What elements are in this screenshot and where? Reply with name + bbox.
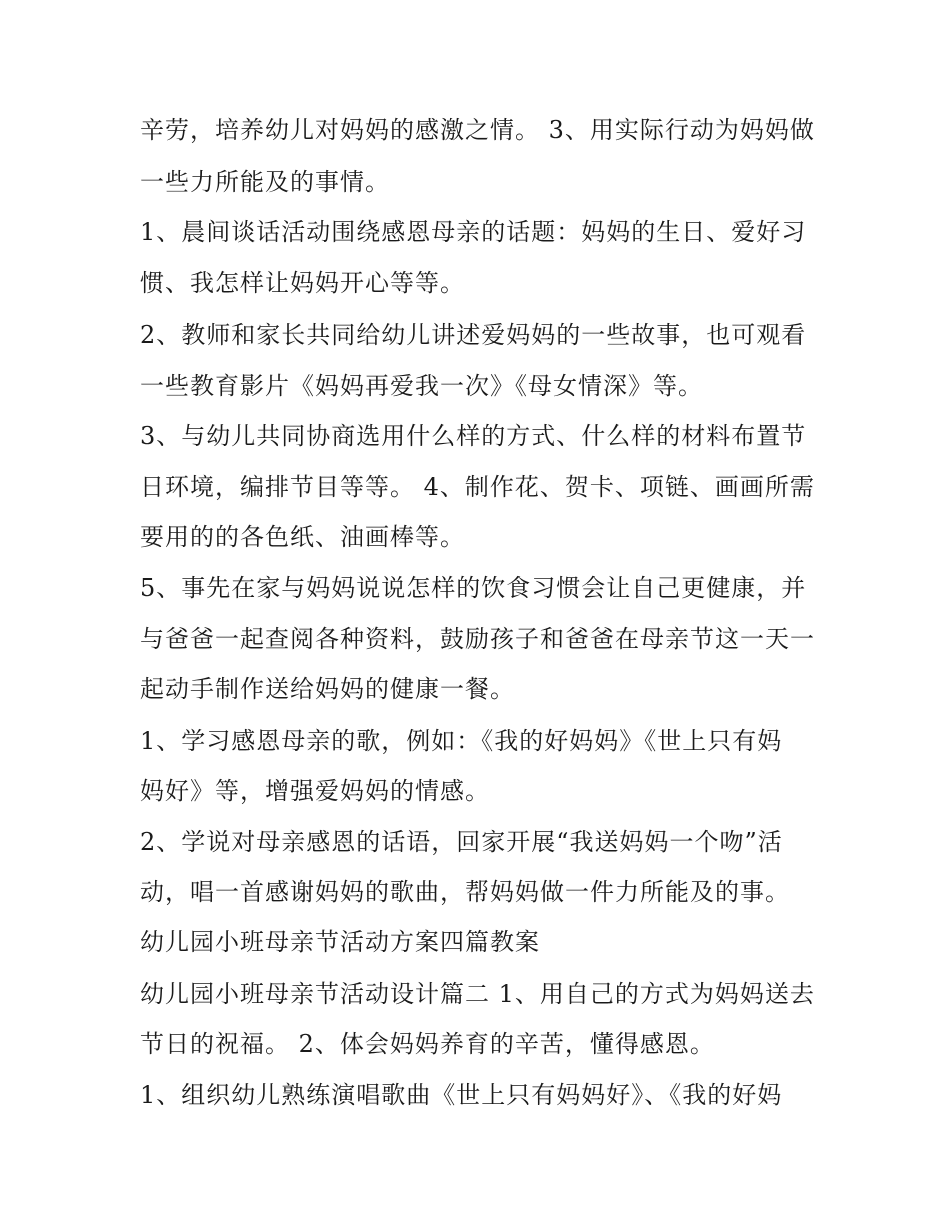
text-line: 幼儿园小班母亲节活动设计篇二 1、用自己的方式为妈妈送去 xyxy=(140,980,815,1008)
text-line: 1、晨间谈话活动围绕感恩母亲的话题：妈妈的生日、爱好习 xyxy=(140,218,807,246)
text-line: 3、与幼儿共同协商选用什么样的方式、什么样的材料布置节 xyxy=(140,422,807,450)
text-line: 日环境，编排节目等等。 4、制作花、贺卡、项链、画画所需 xyxy=(140,473,815,501)
text-line: 1、组织幼儿熟练演唱歌曲《世上只有妈妈好》、《我的好妈 xyxy=(140,1081,783,1109)
text-line: 节日的祝福。 2、体会妈妈养育的辛苦，懂得感恩。 xyxy=(140,1030,715,1058)
text-line: 1、学习感恩母亲的歌，例如：《我的好妈妈》《世上只有妈 xyxy=(140,727,783,755)
text-line: 幼儿园小班母亲节活动方案四篇教案 xyxy=(140,928,540,956)
text-line: 要用的的各色纸、油画棒等。 xyxy=(140,523,465,551)
text-line: 2、学说对母亲感恩的话语，回家开展“我送妈妈一个吻”活 xyxy=(140,828,783,856)
text-line: 与爸爸一起查阅各种资料，鼓励孩子和爸爸在母亲节这一天一 xyxy=(140,625,815,653)
text-line: 动，唱一首感谢妈妈的歌曲，帮妈妈做一件力所能及的事。 xyxy=(140,878,790,906)
text-line: 5、事先在家与妈妈说说怎样的饮食习惯会让自己更健康，并 xyxy=(140,574,807,602)
text-line: 起动手制作送给妈妈的健康一餐。 xyxy=(140,675,515,703)
text-line: 2、教师和家长共同给幼儿讲述爱妈妈的一些故事，也可观看 xyxy=(140,321,807,349)
text-line: 妈好》等，增强爱妈妈的情感。 xyxy=(140,777,490,805)
text-line: 辛劳，培养幼儿对妈妈的感激之情。 3、用实际行动为妈妈做 xyxy=(140,116,815,144)
text-line: 一些力所能及的事情。 xyxy=(140,168,390,196)
text-line: 一些教育影片《妈妈再爱我一次》《母女情深》等。 xyxy=(140,372,703,400)
text-line: 惯、我怎样让妈妈开心等等。 xyxy=(140,269,465,297)
